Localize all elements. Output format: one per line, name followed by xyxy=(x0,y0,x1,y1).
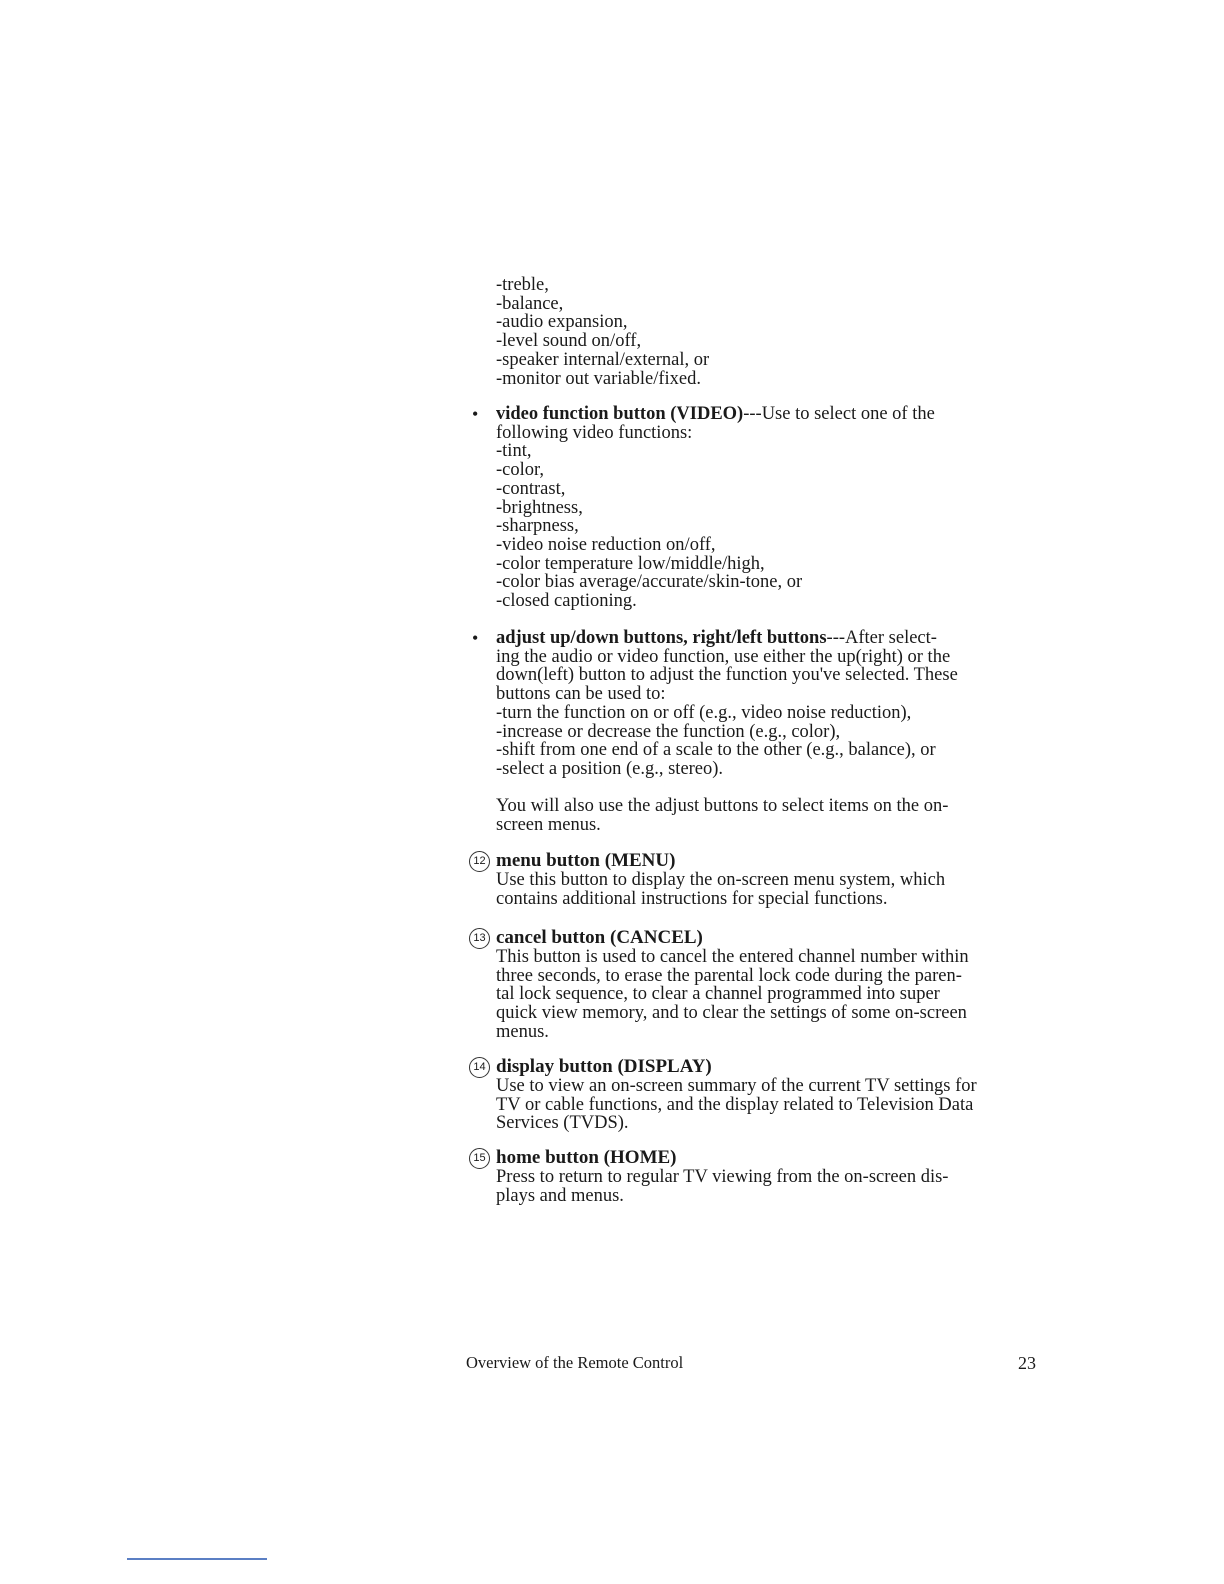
list-item: -sharpness, xyxy=(496,516,579,537)
paragraph-line: contains additional instructions for special functions. xyxy=(496,888,888,909)
paragraph-line: Services (TVDS). xyxy=(496,1113,629,1134)
video-function-title: video function button (VIDEO) xyxy=(496,404,744,424)
list-item: -shift from one end of a scale to the other (e.g., balance), or xyxy=(496,740,936,761)
paragraph-line: buttons can be used to: xyxy=(496,684,666,705)
list-item: -treble, xyxy=(496,275,549,295)
list-item: -color bias average/accurate/skin-tone, or xyxy=(496,572,803,593)
list-item: -monitor out variable/fixed. xyxy=(496,368,701,389)
list-item: -closed captioning. xyxy=(496,591,637,612)
paragraph-line: down(left) button to adjust the function you've selected. These xyxy=(496,665,958,686)
home-button-section xyxy=(496,1148,948,1205)
list-item: -increase or decrease the function (e.g., color), xyxy=(496,721,841,742)
paragraph-line: This button is used to cancel the entered channel number within xyxy=(496,947,969,967)
adjust-buttons-section xyxy=(496,629,958,779)
bottom-divider xyxy=(127,1558,267,1560)
adjust-buttons-note xyxy=(496,797,948,834)
paragraph-line: TV or cable functions, and the display related to Television Data xyxy=(496,1094,974,1115)
adjust-buttons-title: adjust up/down buttons, right/left buttons xyxy=(496,628,827,648)
footer-title: Overview of the Remote Control xyxy=(466,1353,684,1372)
callout-14-icon: 14 xyxy=(469,1057,490,1078)
list-item: -color, xyxy=(496,460,545,481)
callout-13-icon: 13 xyxy=(469,928,490,949)
paragraph-line: quick view memory, and to clear the settings of some on-screen xyxy=(496,1003,967,1024)
paragraph-line: Use to view an on-screen summary of the current TV settings for xyxy=(496,1076,977,1096)
list-item: -balance, xyxy=(496,293,564,314)
list-item: -color temperature low/middle/high, xyxy=(496,553,765,574)
list-item: -video noise reduction on/off, xyxy=(496,534,716,555)
video-function-intro: ---Use to select one of the xyxy=(743,404,935,424)
list-item: -tint, xyxy=(496,441,532,462)
list-item: -turn the function on or off (e.g., video noise reduction), xyxy=(496,702,912,723)
list-item: -level sound on/off, xyxy=(496,331,642,352)
paragraph-line: You will also use the adjust buttons to select items on the on- xyxy=(496,796,949,816)
list-item: -speaker internal/external, or xyxy=(496,349,710,370)
paragraph-line: three seconds, to erase the parental lock code during the paren- xyxy=(496,965,962,986)
adjust-buttons-intro: ---After select- xyxy=(826,628,937,648)
list-item: -select a position (e.g., stereo). xyxy=(496,758,724,779)
list-item: -contrast, xyxy=(496,478,566,499)
bullet-icon: • xyxy=(472,628,479,648)
paragraph-line: Use this button to display the on-screen menu system, which xyxy=(496,870,946,890)
cancel-button-title: cancel button (CANCEL) xyxy=(496,927,703,948)
paragraph-line: screen menus. xyxy=(496,814,601,835)
cancel-button-section xyxy=(496,928,969,1042)
display-button-title: display button (DISPLAY) xyxy=(496,1056,712,1077)
paragraph-line: Press to return to regular TV viewing from the on-screen dis- xyxy=(496,1167,949,1187)
list-item: -audio expansion, xyxy=(496,312,628,333)
audio-function-list xyxy=(496,276,709,388)
menu-button-title: menu button (MENU) xyxy=(496,850,676,871)
list-item: -brightness, xyxy=(496,497,583,518)
callout-12-icon: 12 xyxy=(469,851,490,872)
page-number: 23 xyxy=(1018,1353,1036,1373)
home-button-title: home button (HOME) xyxy=(496,1147,677,1168)
bullet-icon: • xyxy=(472,404,479,424)
callout-15-icon: 15 xyxy=(469,1148,490,1169)
paragraph-line: plays and menus. xyxy=(496,1185,624,1206)
paragraph-line: ing the audio or video function, use either the up(right) or the xyxy=(496,646,951,667)
paragraph-line: tal lock sequence, to clear a channel programmed into super xyxy=(496,984,940,1005)
video-function-section xyxy=(496,405,935,611)
paragraph-line: menus. xyxy=(496,1021,549,1042)
list-item: following video functions: xyxy=(496,422,693,443)
display-button-section xyxy=(496,1057,977,1133)
menu-button-section xyxy=(496,851,945,908)
